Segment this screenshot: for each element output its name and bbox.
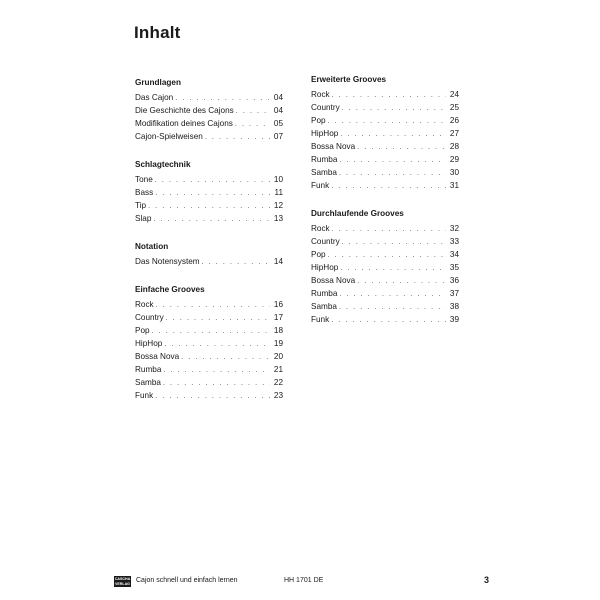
toc-entry-label: Rumba (311, 155, 338, 164)
toc-entry-page: 27 (449, 129, 459, 138)
toc-entry (311, 300, 459, 313)
toc-entry-page: 26 (449, 116, 459, 125)
dot-leader (235, 118, 270, 131)
toc-entry-label: Rumba (135, 365, 162, 374)
dot-leader (155, 390, 270, 403)
dot-leader (236, 105, 270, 118)
dot-leader (342, 236, 446, 249)
toc-entry-label: HipHop (135, 339, 163, 348)
dot-leader (328, 115, 446, 128)
toc-entry (135, 363, 283, 376)
toc-entry-page: 10 (273, 175, 283, 184)
toc-entry-label: Rock (311, 224, 330, 233)
toc-entry-label: Rock (311, 90, 330, 99)
toc-entry-label: Samba (311, 302, 337, 311)
toc-entry (135, 212, 283, 225)
toc-entry (135, 255, 283, 268)
toc-entry (311, 274, 459, 287)
toc-entry (135, 173, 283, 186)
dot-leader (205, 131, 270, 144)
toc-section (135, 159, 283, 225)
toc-entry-page: 24 (449, 90, 459, 99)
dot-leader (332, 223, 446, 236)
toc-entry-page: 39 (449, 315, 459, 324)
toc-entry (135, 91, 283, 104)
dot-leader (331, 180, 446, 193)
toc-entry-label: Country (311, 103, 340, 112)
dot-leader (357, 141, 446, 154)
logo-line-1: CASCHA (114, 576, 131, 581)
dot-leader (332, 89, 446, 102)
dot-leader (155, 174, 270, 187)
toc-entry-page: 38 (449, 302, 459, 311)
toc-entry-label: HipHop (311, 263, 339, 272)
toc-entry (311, 127, 459, 140)
toc-entry-page: 16 (273, 300, 283, 309)
toc-entry-label: Country (135, 313, 164, 322)
toc-right-column (311, 74, 459, 342)
dot-leader (156, 299, 270, 312)
toc-entry-page: 19 (273, 339, 283, 348)
toc-entry-label: Pop (135, 326, 150, 335)
toc-entry-page: 18 (273, 326, 283, 335)
toc-entry (135, 350, 283, 363)
toc-entry-label: Pop (311, 116, 326, 125)
toc-entry-page: 07 (273, 132, 283, 141)
footer-code: HH 1701 DE (284, 577, 324, 584)
toc-entry-page: 28 (449, 142, 459, 151)
dot-leader (202, 256, 270, 269)
toc-entry (311, 235, 459, 248)
dot-leader (152, 325, 270, 338)
dot-leader (328, 249, 446, 262)
toc-entry-page: 17 (273, 313, 283, 322)
toc-entry (135, 130, 283, 143)
toc-entry-page: 20 (273, 352, 283, 361)
toc-entry-page: 14 (273, 257, 283, 266)
toc-entry (135, 186, 283, 199)
toc-section-title: Erweiterte Grooves (311, 75, 387, 84)
toc-entry (135, 389, 283, 402)
toc-entry (311, 313, 459, 326)
toc-entry (311, 248, 459, 261)
toc-entry-label: Funk (311, 181, 330, 190)
toc-entry (311, 287, 459, 300)
toc-entry-label: Rumba (311, 289, 338, 298)
toc-section (311, 74, 459, 192)
dot-leader (331, 314, 446, 327)
toc-entry-label: Funk (135, 391, 154, 400)
toc-section-title: Notation (135, 242, 169, 251)
dot-leader (339, 301, 446, 314)
toc-entry (311, 166, 459, 179)
toc-entry-page: 35 (449, 263, 459, 272)
toc-entry-page: 34 (449, 250, 459, 259)
toc-entry-label: Rock (135, 300, 154, 309)
toc-entry-label: Tone (135, 175, 153, 184)
dot-leader (342, 102, 446, 115)
toc-entry-page: 22 (273, 378, 283, 387)
toc-entry-label: Country (311, 237, 340, 246)
toc-entry-page: 04 (273, 93, 283, 102)
page-title: Inhalt (134, 23, 181, 43)
toc-entry-page: 29 (449, 155, 459, 164)
footer-book-title: Cajon schnell und einfach lernen (136, 577, 238, 584)
toc-entry-label: HipHop (311, 129, 339, 138)
toc-section (311, 208, 459, 326)
toc-entry-label: Bossa Nova (135, 352, 180, 361)
toc-entry-label: Das Notensystem (135, 257, 200, 266)
toc-entry (135, 298, 283, 311)
toc-entry-label: Das Cajon (135, 93, 174, 102)
dot-leader (148, 200, 270, 213)
toc-entry-label: Samba (135, 378, 161, 387)
toc-entry-page: 31 (449, 181, 459, 190)
dot-leader (153, 213, 270, 226)
toc-entry-label: Slap (135, 214, 152, 223)
toc-entry-label: Pop (311, 250, 326, 259)
toc-entry-page: 11 (274, 188, 283, 197)
toc-entry-label: Samba (311, 168, 337, 177)
toc-entry (135, 104, 283, 117)
toc-entry-page: 32 (449, 224, 459, 233)
dot-leader (163, 364, 269, 377)
toc-entry (311, 261, 459, 274)
toc-left-column (135, 77, 283, 418)
dot-leader (357, 275, 446, 288)
toc-section (135, 284, 283, 402)
toc-entry-page: 36 (449, 276, 459, 285)
toc-entry-page: 05 (273, 119, 283, 128)
dot-leader (339, 288, 445, 301)
toc-entry-label: Die Geschichte des Cajons (135, 106, 234, 115)
toc-entry (135, 199, 283, 212)
toc-section-title: Grundlagen (135, 78, 181, 87)
toc-entry-page: 25 (449, 103, 459, 112)
dot-leader (339, 154, 445, 167)
toc-entry (135, 117, 283, 130)
toc-entry (311, 88, 459, 101)
toc-entry-label: Funk (311, 315, 330, 324)
toc-entry (311, 140, 459, 153)
dot-leader (339, 167, 446, 180)
logo-line-2: VERLAG (115, 581, 130, 586)
toc-section (135, 241, 283, 268)
page-footer (114, 575, 494, 589)
toc-entry (135, 311, 283, 324)
toc-entry-label: Modifikation deines Cajons (135, 119, 233, 128)
toc-entry-page: 37 (449, 289, 459, 298)
toc-entry-page: 04 (273, 106, 283, 115)
toc-entry-page: 13 (273, 214, 283, 223)
toc-section-title: Einfache Grooves (135, 285, 205, 294)
page-number: 3 (484, 575, 490, 585)
dot-leader (181, 351, 270, 364)
toc-entry-label: Tip (135, 201, 147, 210)
toc-section (135, 77, 283, 143)
toc-entry-label: Bossa Nova (311, 276, 356, 285)
toc-entry-page: 21 (273, 365, 283, 374)
toc-entry-page: 30 (449, 168, 459, 177)
toc-entry (311, 114, 459, 127)
dot-leader (163, 377, 270, 390)
toc-entry (311, 179, 459, 192)
dot-leader (166, 312, 270, 325)
toc-entry-label: Cajon-Spielweisen (135, 132, 203, 141)
toc-entry (311, 222, 459, 235)
toc-entry-page: 33 (449, 237, 459, 246)
toc-entry (135, 337, 283, 350)
toc-entry (311, 101, 459, 114)
toc-entry-page: 23 (273, 391, 283, 400)
toc-section-title: Durchlaufende Grooves (311, 209, 404, 218)
toc-section-title: Schlagtechnik (135, 160, 191, 169)
toc-entry (311, 153, 459, 166)
toc-entry (135, 324, 283, 337)
toc-entry-page: 12 (273, 201, 283, 210)
toc-entry-label: Bossa Nova (311, 142, 356, 151)
publisher-logo (114, 576, 131, 587)
dot-leader (155, 187, 270, 200)
toc-entry-label: Bass (135, 188, 154, 197)
toc-entry (135, 376, 283, 389)
